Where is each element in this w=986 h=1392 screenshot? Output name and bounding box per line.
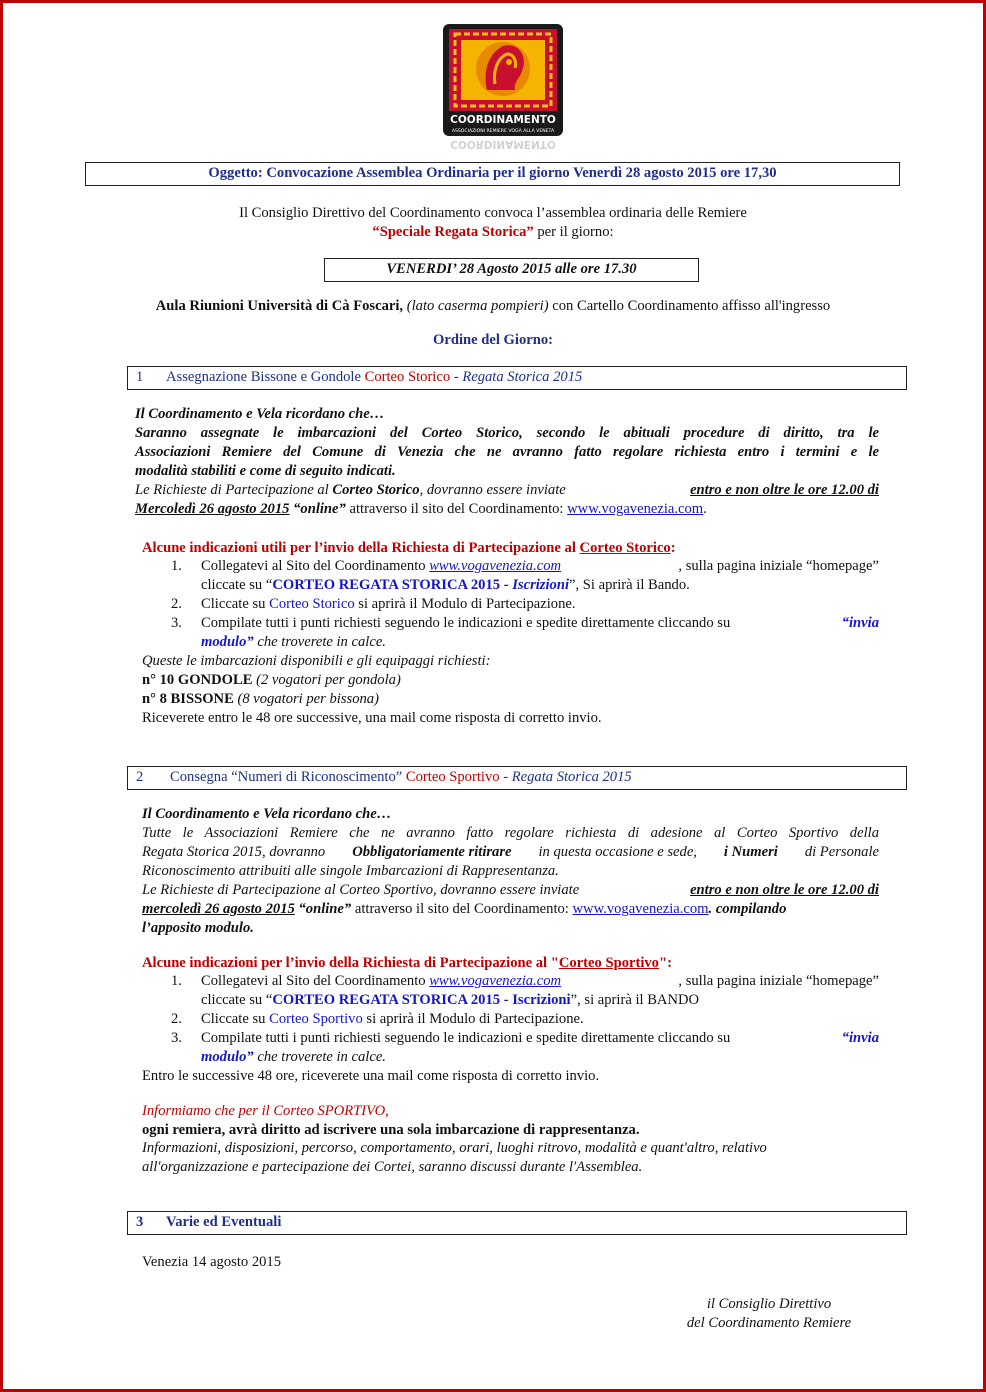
s1-para-line: Associazioni Remiere del Comune di Venezia che ne avranno fatto regolare richiesta entro i termini e le [135,444,879,460]
s2-step-2: Cliccate su Corteo Sportivo si aprirà il Modulo di Partecipazione. [201,1011,584,1027]
list-number: 3. [171,615,182,631]
s2-step-3-cont: modulo” che troverete in calce. [201,1049,386,1065]
s2-para-line: Tutte le Associazioni Remiere che ne avranno fatto regolare richiesta di adesione al Corteo Sportivo della [142,825,879,841]
sportivo-notice: Informiamo che per il Corteo SPORTIVO, [142,1103,389,1119]
logo-reflection [443,136,563,150]
s1-step-1-cont: cliccate su “CORTEO REGATA STORICA 2015 - Iscrizioni”, Si aprirà il Bando. [201,577,690,593]
intro-line: Il Consiglio Direttivo del Coordinamento convoca l’assemblea ordinaria delle Remiere [239,205,747,221]
s2-deadline-line: mercoledì 26 agosto 2015 “online” attraverso il sito del Coordinamento: www.vogavenezia.com. compilando [142,901,787,917]
list-number: 2. [171,1011,182,1027]
place-date: Venezia 14 agosto 2015 [142,1254,282,1270]
section-3-number: 3 [136,1214,144,1230]
s1-para-line: Saranno assegnate le imbarcazioni del Corteo Storico, secondo le abituali procedure di diritto, tra le [135,425,879,441]
sportivo-rule: ogni remiera, avrà diritto ad iscrivere una sola imbarcazione di rappresentanza. [142,1122,640,1138]
vogavenezia-link[interactable]: www.vogavenezia.com [567,501,704,517]
s2-para-line: Riconoscimento attribuiti alle singole Imbarcazioni di Rappresentanza. [142,863,559,879]
section-3-title: Varie ed Eventuali [166,1214,282,1230]
signature-line-1: il Consiglio Direttivo [706,1296,832,1312]
list-number: 1. [171,558,182,574]
list-number: 3. [171,1030,182,1046]
s1-step-1: Collegatevi al Sito del Coordinamento www.vogavenezia.com , sulla pagina iniziale “homepage” [201,558,879,574]
special-regata: “Speciale Regata Storica” [372,224,534,240]
s2-deadline-line: Le Richieste di Partecipazione al Corteo Sportivo, dovranno essere inviate entro e non oltre le ore 12.00 di [142,882,879,898]
intro-special-line: “Speciale Regata Storica” per il giorno: [372,224,614,240]
section-1-number: 1 [136,369,144,385]
s1-deadline-line: Le Richieste di Partecipazione al Corteo Storico, dovranno essere inviate entro e non oltre le ore 12.00 di [135,482,879,498]
section-2-title: Consegna “Numeri di Riconoscimento” Corteo Sportivo - Regata Storica 2015 [170,769,632,785]
s2-step-1-cont: cliccate su “CORTEO REGATA STORICA 2015 - Iscrizioni”, si aprirà il BANDO [201,992,700,1008]
vogavenezia-link[interactable]: www.vogavenezia.com [572,901,709,917]
s2-hint-title: Alcune indicazioni per l’invio della Richiesta di Partecipazione al "Corteo Sportivo": [142,955,672,971]
vogavenezia-link[interactable]: www.vogavenezia.com [429,973,562,989]
s2-para-line: Regata Storica 2015, dovranno Obbligatoriamente ritirare in questa occasione e sede, i Numeri di Personale [142,844,879,860]
s2-step-1: Collegatevi al Sito del Coordinamento www.vogavenezia.com , sulla pagina iniziale “homepage” [201,973,879,989]
info-line: all'organizzazione e partecipazione dei Cortei, saranno discussi durante l'Assemblea. [142,1159,643,1175]
s1-hint-title: Alcune indicazioni utili per l’invio della Richiesta di Partecipazione al Corteo Storico: [142,540,676,556]
s1-step-3-cont: modulo” che troverete in calce. [201,634,386,650]
svg-text:COORDINAMENTO: COORDINAMENTO [450,114,556,126]
s1-para-line: modalità stabiliti e come di seguito indicati. [135,463,396,479]
gondole-line: n° 10 GONDOLE (2 vogatori per gondola) [142,672,401,688]
section-1-title: Assegnazione Bissone e Gondole Corteo Storico - Regata Storica 2015 [166,369,583,385]
agenda-title: Ordine del Giorno: [433,332,553,348]
s1-step-3: Compilate tutti i punti richiesti seguendo le indicazioni e spedite direttamente cliccando su “invia [201,615,879,631]
s2-reminder: Il Coordinamento e Vela ricordano che… [142,806,392,822]
vogavenezia-link[interactable]: www.vogavenezia.com [429,558,562,574]
svg-text:ASSOCIAZIONI REMIERE VOGA ALLA: ASSOCIAZIONI REMIERE VOGA ALLA VENETA [451,129,555,134]
bissone-line: n° 8 BISSONE (8 vogatori per bissona) [142,691,379,707]
s1-step-2: Cliccate su Corteo Storico si aprirà il Modulo di Partecipazione. [201,596,576,612]
meeting-date: VENERDI’ 28 Agosto 2015 alle ore 17.30 [386,261,637,277]
s2-step-3: Compilate tutti i punti richiesti seguendo le indicazioni e spedite direttamente cliccando su “invia [201,1030,879,1046]
s1-reply-line: Riceverete entro le 48 ore successive, una mail come risposta di corretto invio. [142,710,602,726]
s1-deadline-line: Mercoledì 26 agosto 2015 “online” attraverso il sito del Coordinamento: www.vogavenezia.com. [135,501,707,517]
info-line: Informazioni, disposizioni, percorso, comportamento, orari, luoghi ritrovo, modalità e quant'altro, relativo [142,1140,767,1156]
s2-reply-line: Entro le successive 48 ore, riceverete una mail come risposta di corretto invio. [142,1068,600,1084]
list-number: 1. [171,973,182,989]
boats-intro: Queste le imbarcazioni disponibili e gli equipaggi richiesti: [142,653,491,669]
subject-line: Oggetto: Convocazione Assemblea Ordinaria per il giorno Venerdì 28 agosto 2015 ore 17,30 [208,165,777,181]
s1-reminder: Il Coordinamento e Vela ricordano che… [135,406,385,422]
venue-line: Aula Riunioni Università di Cà Foscari, (lato caserma pompieri) con Cartello Coordinamento affisso all'ingresso [155,298,831,314]
section-2-number: 2 [136,769,144,785]
list-number: 2. [171,596,182,612]
signature-line-2: del Coordinamento Remiere [686,1315,852,1331]
svg-text:COORDINAMENTO: COORDINAMENTO [450,138,556,150]
coordinamento-logo [443,24,563,136]
s2-deadline-line: l’apposito modulo. [142,920,254,936]
